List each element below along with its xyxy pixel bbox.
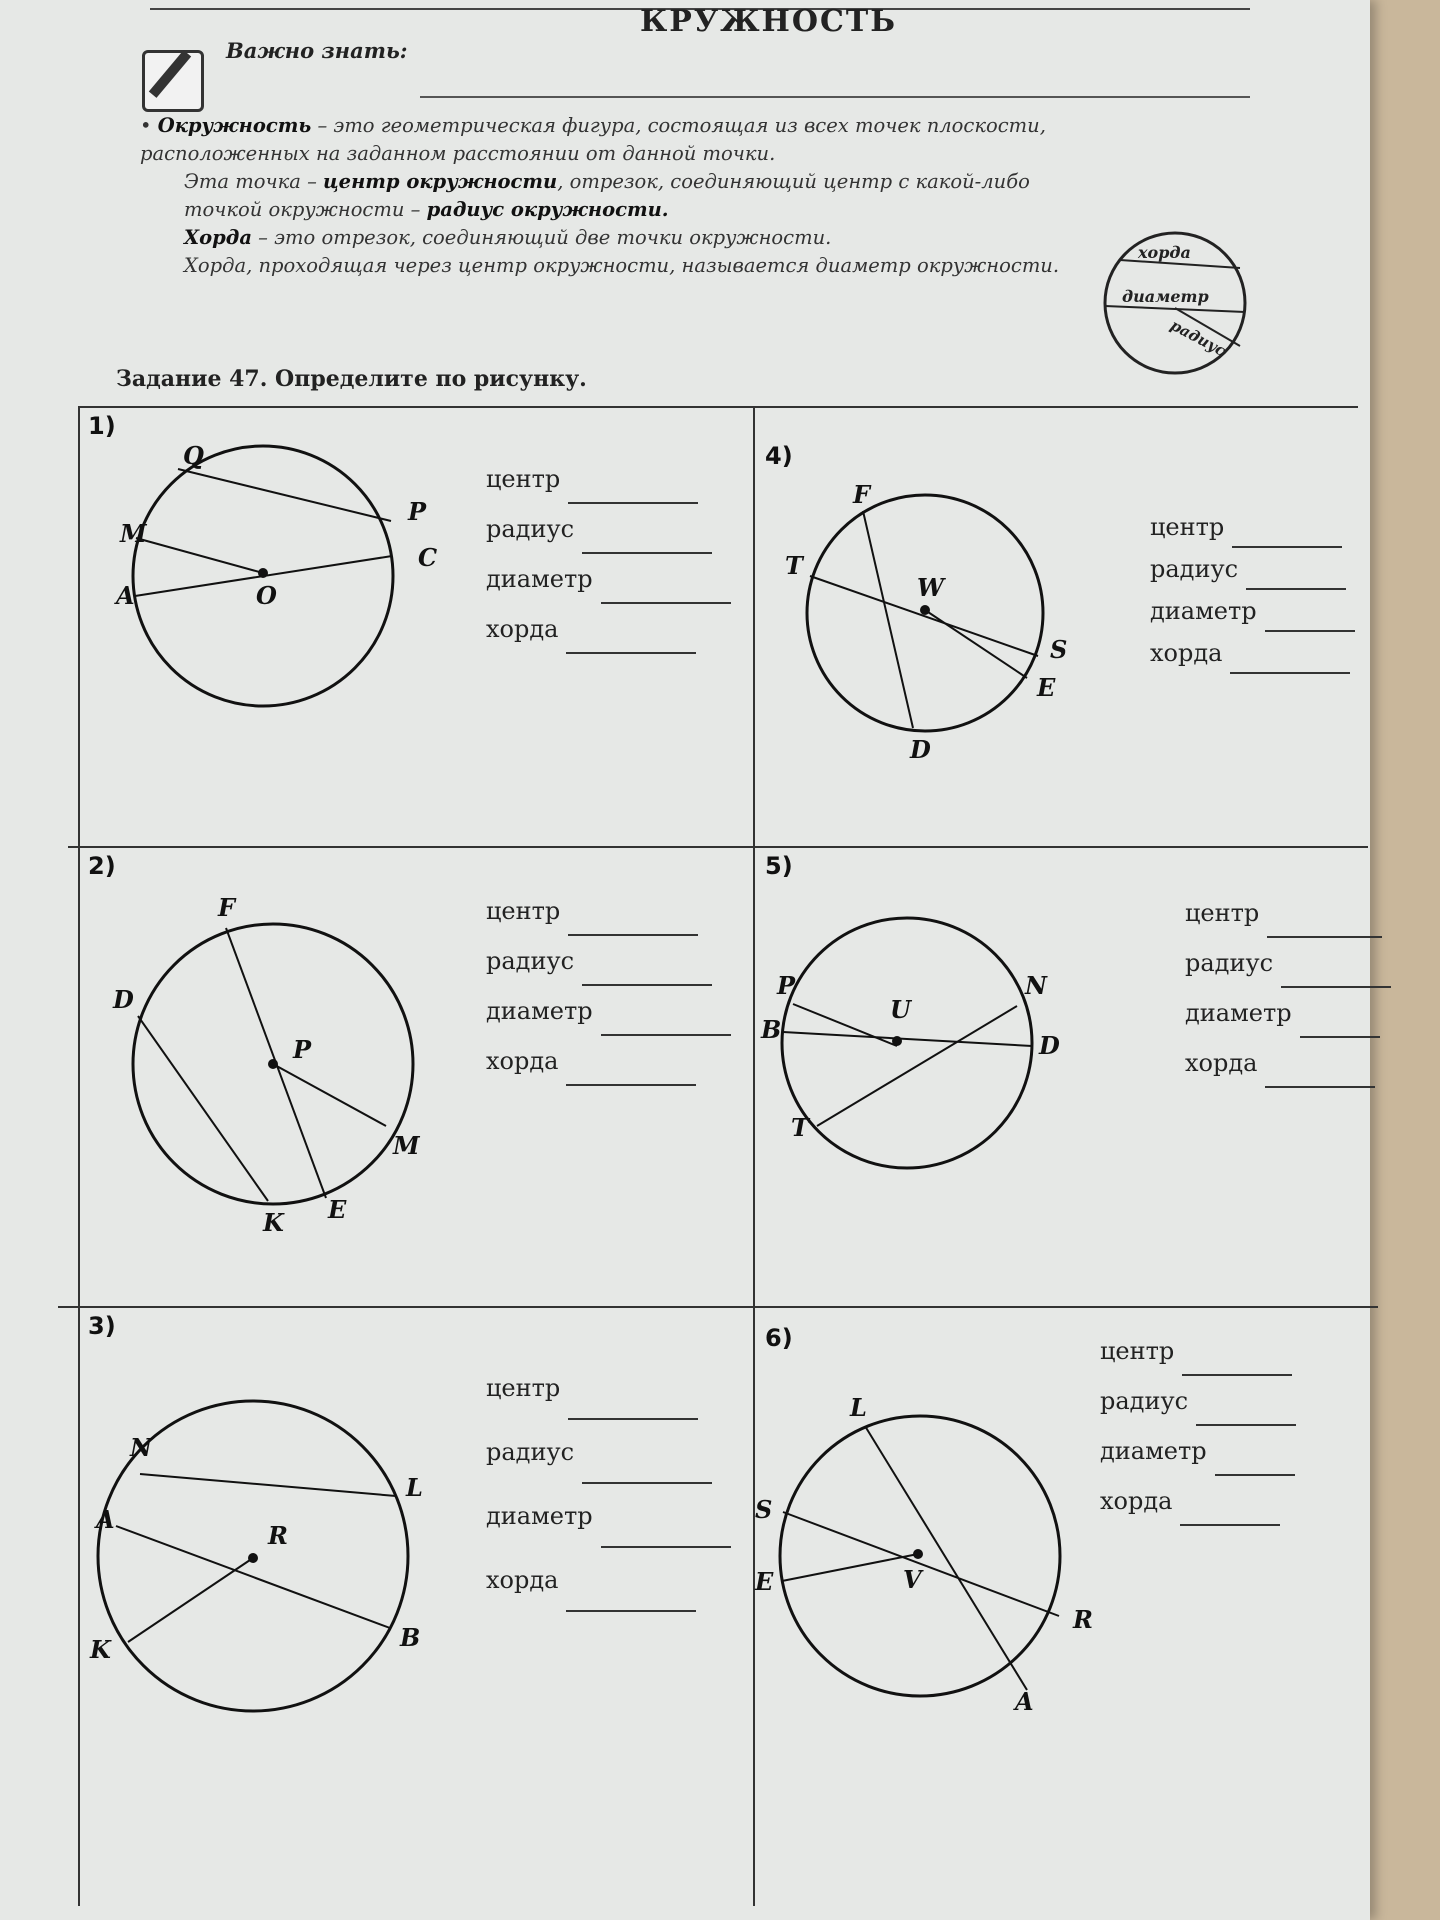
answer-fields-4: [1150, 506, 1355, 674]
chord-blank[interactable]: [566, 1588, 696, 1612]
label-radius: радиус: [486, 947, 575, 975]
answer-fields-5: [1185, 888, 1391, 1088]
radius-blank[interactable]: [582, 530, 712, 554]
diameter-blank[interactable]: [601, 1012, 731, 1036]
point-O: O: [256, 581, 277, 610]
point-L: L: [850, 1393, 867, 1422]
center-blank[interactable]: [568, 480, 698, 504]
mini-chord-label: хорда: [1138, 243, 1191, 262]
radius-blank[interactable]: [582, 1460, 712, 1484]
label-radius: радиус: [1150, 555, 1239, 583]
label-center: центр: [486, 897, 561, 925]
point-M: M: [120, 519, 147, 548]
term-chord: Хорда: [184, 226, 252, 249]
exercise-number: 4): [765, 442, 793, 470]
definition-diagram: [1090, 228, 1260, 378]
point-N: N: [130, 1433, 152, 1462]
point-T: T: [785, 551, 803, 580]
point-S: S: [1050, 635, 1068, 664]
page-title: КРУЖНОСТЬ: [640, 4, 897, 39]
diameter-blank[interactable]: [1300, 1014, 1380, 1038]
point-D: D: [113, 985, 134, 1014]
point-U: U: [890, 995, 911, 1024]
point-K: K: [90, 1635, 111, 1664]
point-T: T: [791, 1113, 809, 1142]
point-R: R: [268, 1521, 288, 1550]
point-A: A: [96, 1505, 115, 1534]
exercise-grid: [58, 406, 1378, 1906]
answer-fields-6: [1100, 1326, 1296, 1526]
exercise-number: 2): [88, 852, 116, 880]
diameter-blank[interactable]: [601, 580, 731, 604]
answer-fields-2: [486, 886, 731, 1086]
exercise-6: [755, 1306, 1365, 1906]
point-B: B: [400, 1623, 421, 1652]
label-radius: радиус: [1100, 1387, 1189, 1415]
point-V: V: [903, 1565, 922, 1594]
radius-blank[interactable]: [1281, 964, 1391, 988]
figure-3: [78, 1306, 438, 1726]
figure-2: [78, 846, 438, 1266]
point-P: P: [777, 971, 796, 1000]
label-chord: хорда: [1185, 1049, 1258, 1077]
exercise-2: [78, 846, 753, 1306]
label-radius: радиус: [486, 1438, 575, 1466]
mini-diameter-label: диаметр: [1122, 287, 1209, 306]
exercise-number: 3): [88, 1312, 116, 1340]
point-D: D: [1039, 1031, 1060, 1060]
label-center: центр: [486, 1374, 561, 1402]
chord-blank[interactable]: [566, 630, 696, 654]
exercise-number: 1): [88, 412, 116, 440]
exercise-1: [78, 406, 753, 846]
center-blank[interactable]: [568, 1396, 698, 1420]
label-diameter: диаметр: [1185, 999, 1292, 1027]
label-center: центр: [1185, 899, 1260, 927]
label-radius: радиус: [1185, 949, 1274, 977]
label-diameter: диаметр: [1150, 597, 1257, 625]
label-radius: радиус: [486, 515, 575, 543]
point-L: L: [406, 1473, 423, 1502]
radius-blank[interactable]: [1196, 1402, 1296, 1426]
label-chord: хорда: [1150, 639, 1223, 667]
figure-1: [78, 406, 438, 746]
theory-text: • Окружность – это геометрическая фигура, состоящая из всех точек плоскости, расположенных на заданном расстоянии от данной точки. Эта точка – центр окружности, отрезок, соединяющий центр с какой-либо точкой окружности – радиус окружности. Хорда – это отрезок, соединяющий две точки окружности. Хорда, проходящая через центр окружности, называется диаметр окружности.: [140, 114, 1060, 277]
point-W: W: [917, 573, 944, 602]
label-chord: хорда: [486, 615, 559, 643]
answer-fields-1: [486, 454, 731, 654]
center-blank[interactable]: [1267, 914, 1382, 938]
term-circle: Окружность: [157, 114, 312, 137]
label-diameter: диаметр: [486, 565, 593, 593]
point-B: B: [761, 1015, 782, 1044]
chord-blank[interactable]: [1230, 650, 1350, 674]
exercise-5: [755, 846, 1365, 1306]
point-K: K: [263, 1208, 284, 1237]
label-diameter: диаметр: [486, 1502, 593, 1530]
term-radius: радиус окружности.: [426, 198, 669, 221]
point-E: E: [328, 1195, 347, 1224]
mini-radius-label: радиус: [1167, 316, 1229, 360]
figure-5: [755, 846, 1085, 1186]
point-Q: Q: [183, 441, 204, 470]
point-P: P: [408, 497, 427, 526]
exercise-3: [78, 1306, 753, 1906]
point-E: E: [755, 1567, 774, 1596]
label-center: центр: [1150, 513, 1225, 541]
point-C: C: [418, 543, 438, 572]
center-blank[interactable]: [568, 912, 698, 936]
label-chord: хорда: [486, 1047, 559, 1075]
point-R: R: [1073, 1605, 1093, 1634]
point-P: P: [293, 1035, 312, 1064]
radius-blank[interactable]: [1246, 566, 1346, 590]
diameter-definition: Хорда, проходящая через центр окружности, называется диаметр окружности.: [184, 254, 1060, 277]
heading-rule: [420, 96, 1250, 98]
diameter-blank[interactable]: [1215, 1452, 1295, 1476]
figure-6: [755, 1306, 1093, 1726]
task-title: Задание 47. Определите по рисунку.: [116, 366, 587, 392]
label-diameter: диаметр: [486, 997, 593, 1025]
exercise-number: 5): [765, 852, 793, 880]
diameter-blank[interactable]: [1265, 608, 1355, 632]
diameter-blank[interactable]: [601, 1524, 731, 1548]
exercise-number: 6): [765, 1324, 793, 1352]
label-chord: хорда: [486, 1566, 559, 1594]
point-F: F: [218, 893, 236, 922]
point-S: S: [755, 1495, 773, 1524]
center-text-a: Эта точка –: [184, 170, 324, 193]
exercise-4: [755, 406, 1365, 846]
point-A: A: [116, 581, 135, 610]
point-A: A: [1015, 1687, 1034, 1716]
figure-4: [755, 406, 1075, 764]
term-center: центр окружности: [323, 170, 558, 193]
point-D: D: [910, 735, 931, 764]
answer-fields-3: [486, 1356, 731, 1612]
center-text-b: , отрезок, соединяющий центр с какой-либо точкой окружности –: [184, 170, 1030, 221]
center-blank[interactable]: [1232, 524, 1342, 548]
point-E: E: [1037, 673, 1056, 702]
label-chord: хорда: [1100, 1487, 1173, 1515]
chord-blank[interactable]: [566, 1062, 696, 1086]
center-blank[interactable]: [1182, 1352, 1292, 1376]
chord-blank[interactable]: [1180, 1502, 1280, 1526]
point-F: F: [853, 480, 871, 509]
chord-blank[interactable]: [1265, 1064, 1375, 1088]
point-M: M: [393, 1131, 420, 1160]
notepad-pencil-icon: [142, 50, 204, 112]
chord-definition: – это отрезок, соединяющий две точки окружности.: [251, 226, 832, 249]
important-heading: Важно знать:: [226, 38, 408, 63]
circle-definition: – это геометрическая фигура, состоящая из всех точек плоскости, расположенных на заданном расстоянии от данной точки.: [140, 114, 1046, 165]
label-diameter: диаметр: [1100, 1437, 1207, 1465]
label-center: центр: [486, 465, 561, 493]
label-center: центр: [1100, 1337, 1175, 1365]
point-N: N: [1025, 971, 1047, 1000]
radius-blank[interactable]: [582, 962, 712, 986]
